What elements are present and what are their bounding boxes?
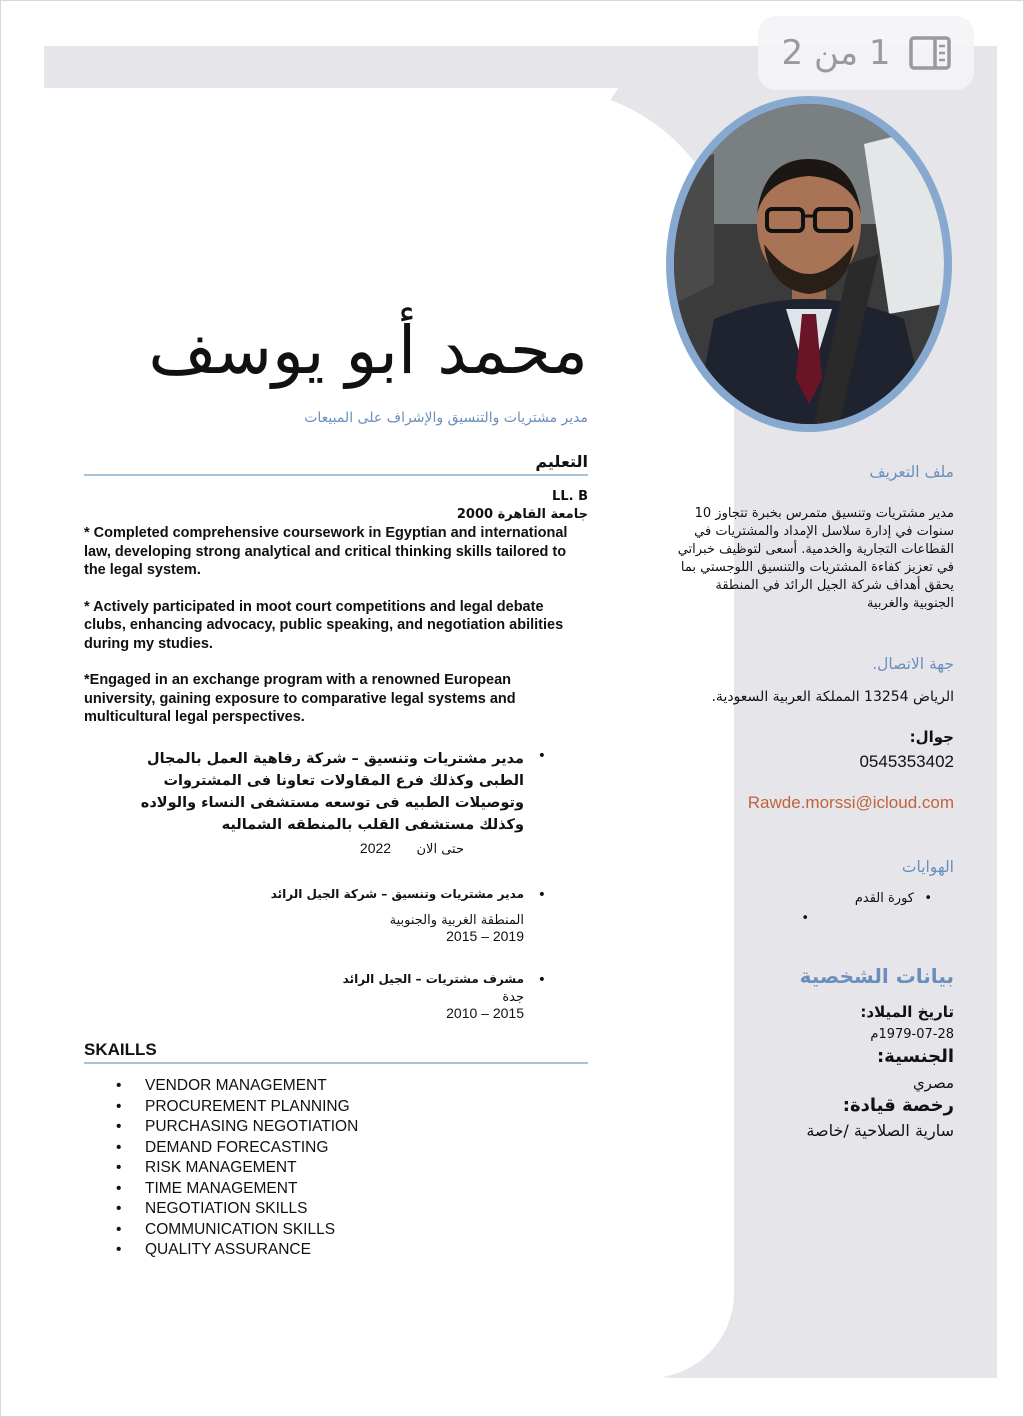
- skill-item: • COMMUNICATION SKILLS: [116, 1220, 358, 1241]
- profile-heading: ملف التعريف: [869, 463, 954, 481]
- hobby-text: كورة القدم: [854, 891, 914, 906]
- skills-list: [116, 1076, 358, 1261]
- mobile-number[interactable]: 0545353402: [859, 752, 954, 771]
- education-degree: [457, 488, 588, 524]
- profile-photo-image: [674, 104, 944, 424]
- hobby-item: [801, 909, 954, 929]
- education-heading: التعليم: [535, 452, 588, 471]
- experience-item: [84, 887, 546, 944]
- page-counter-text: 1 من 2: [781, 33, 891, 73]
- skill-item: • DEMAND FORECASTING: [116, 1138, 358, 1159]
- bullet-icon: •: [537, 887, 546, 903]
- license-value: سارية الصلاحية /خاصة: [806, 1121, 954, 1140]
- education-points: [84, 524, 584, 745]
- experience-title: مدير مشتريات وتنسيق – شركة رفاهية العمل بالمجال الطبى وكذلك فرع المقاولات تعاونا فى المشتروات وتوصيلات الطبيه فى توسعه مستشفى النساء والولاده وكذلك مستشفى القلب بالمنطقه الشماليه: [140, 751, 524, 833]
- skill-item: • PURCHASING NEGOTIATION: [116, 1117, 358, 1138]
- skill-item: • QUALITY ASSURANCE: [116, 1240, 358, 1261]
- experience-period: 2015 – 2019: [446, 928, 524, 944]
- experience-period-to: حتى الان: [416, 842, 464, 857]
- contact-heading: جهة الاتصال.: [872, 655, 954, 673]
- candidate-name: محمد أبو يوسف: [148, 312, 588, 389]
- skills-heading: SKAILLS: [84, 1040, 157, 1059]
- dob-value: 1979-07-28م: [870, 1027, 954, 1042]
- address-text: الرياض 13254 المملكة العربية السعودية.: [711, 689, 954, 705]
- dob-label: تاريخ الميلاد:: [860, 1003, 954, 1021]
- skill-item: • PROCUREMENT PLANNING: [116, 1097, 358, 1118]
- sidebar-icon[interactable]: [909, 36, 951, 70]
- skill-item: • VENDOR MANAGEMENT: [116, 1076, 358, 1097]
- bullet-icon: •: [537, 748, 546, 764]
- profile-text: مدير مشتريات وتنسيق متمرس بخبرة تتجاوز 10 سنوات في إدارة سلاسل الإمداد والمشتريات في القطاعات التجارية والخدمية. أسعى لتوظيف خبراتي في تعزيز كفاءة المشتريات والتنسيق اللوجستي بما يحقق أهداف شركة الجيل الرائد في المنطقة الجنوبية والغربية: [677, 506, 954, 611]
- nationality-value: مصري: [912, 1074, 954, 1092]
- skills-divider: [84, 1062, 588, 1064]
- experience-title: مشرف مشتريات – الجيل الرائد: [342, 972, 524, 986]
- bullet-icon: •: [801, 911, 809, 926]
- job-subtitle: مدير مشتريات والتنسيق والإشراف على المبيعات: [304, 410, 588, 426]
- hobby-item: [855, 889, 954, 909]
- hobbies-list: [801, 889, 954, 929]
- experience-title: مدير مشتريات وتنسيق – شركة الجيل الرائد: [270, 887, 524, 901]
- experience-list: [84, 748, 546, 1021]
- profile-photo: [666, 96, 952, 432]
- university-name: جامعة القاهرة 2000: [456, 507, 588, 522]
- experience-location: المنطقة الغربية والجنوبية: [389, 913, 524, 928]
- experience-item: [84, 972, 546, 1021]
- bullet-icon: •: [924, 891, 932, 906]
- page-counter[interactable]: [758, 16, 974, 90]
- experience-period: [84, 838, 464, 857]
- skill-item: • NEGOTIATION SKILLS: [116, 1199, 358, 1220]
- mobile-label: جوال:: [909, 728, 954, 746]
- email-link[interactable]: Rawde.morssi@icloud.com: [747, 793, 954, 812]
- education-point: * Completed comprehensive coursework in Egyptian and international law, developing strong analytical and critical thinking skills tailored to the legal system.: [84, 525, 568, 578]
- degree-title: LL. B: [552, 489, 588, 504]
- nationality-label: الجنسية:: [876, 1046, 954, 1067]
- education-divider: [84, 474, 588, 476]
- personal-heading: بيانات الشخصية: [799, 964, 954, 988]
- hobbies-heading: الهوايات: [901, 858, 954, 876]
- education-point: * Actively participated in moot court competitions and legal debate clubs, enhancing advocacy, public speaking, and negotiation abilities during my studies.: [84, 598, 564, 652]
- experience-period-from: 2022: [359, 840, 392, 856]
- skill-item: • RISK MANAGEMENT: [116, 1158, 358, 1179]
- license-label: رخصة قيادة:: [842, 1095, 954, 1116]
- bullet-icon: •: [537, 972, 546, 988]
- experience-period: 2010 – 2015: [446, 1005, 524, 1021]
- experience-location: جدة: [502, 990, 524, 1005]
- skill-item: • TIME MANAGEMENT: [116, 1179, 358, 1200]
- experience-item: [84, 748, 546, 857]
- education-point: *Engaged in an exchange program with a renowned European university, gaining exposure to comparative legal systems and multicultural legal perspectives.: [84, 672, 516, 725]
